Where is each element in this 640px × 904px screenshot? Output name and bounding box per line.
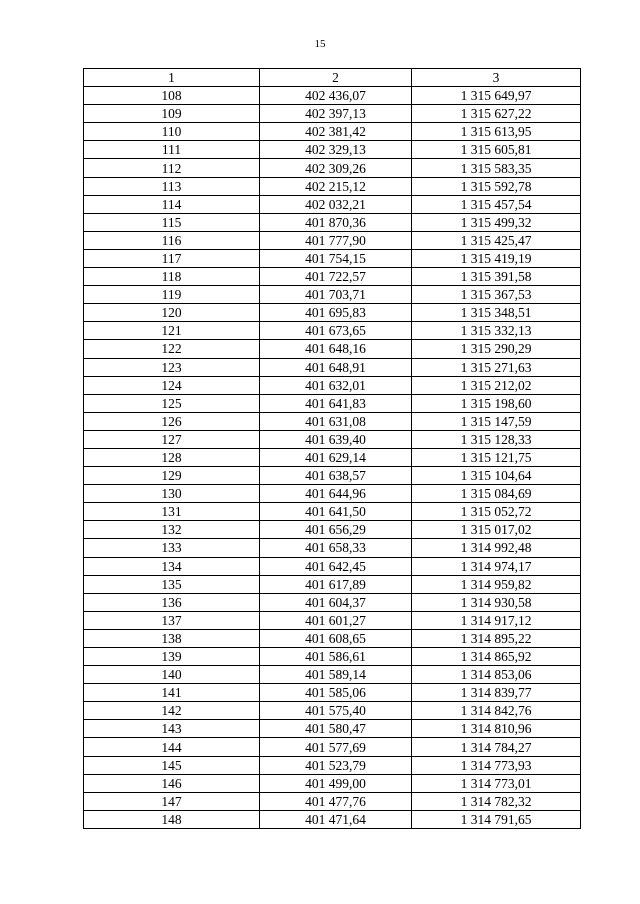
x-coordinate-cell: 401 589,14 — [260, 666, 412, 684]
coordinates-table — [83, 68, 581, 829]
x-coordinate-cell: 401 577,69 — [260, 738, 412, 756]
y-coordinate-cell: 1 315 198,60 — [412, 394, 581, 412]
y-coordinate-cell: 1 314 773,01 — [412, 774, 581, 792]
y-coordinate-cell: 1 315 367,53 — [412, 286, 581, 304]
x-coordinate-cell: 401 648,91 — [260, 358, 412, 376]
point-number-cell: 114 — [84, 195, 260, 213]
x-coordinate-cell: 401 656,29 — [260, 521, 412, 539]
y-coordinate-cell: 1 315 104,64 — [412, 467, 581, 485]
table-row — [84, 141, 581, 159]
x-coordinate-cell: 401 777,90 — [260, 231, 412, 249]
x-coordinate-cell: 401 642,45 — [260, 557, 412, 575]
y-coordinate-cell: 1 315 425,47 — [412, 231, 581, 249]
y-coordinate-cell: 1 315 391,58 — [412, 268, 581, 286]
table-row — [84, 394, 581, 412]
table-header-row — [84, 69, 581, 87]
point-number-cell: 131 — [84, 503, 260, 521]
y-coordinate-cell: 1 315 592,78 — [412, 177, 581, 195]
x-coordinate-cell: 401 585,06 — [260, 684, 412, 702]
x-coordinate-cell: 402 436,07 — [260, 87, 412, 105]
x-coordinate-cell: 401 648,16 — [260, 340, 412, 358]
y-coordinate-cell: 1 315 017,02 — [412, 521, 581, 539]
point-number-cell: 125 — [84, 394, 260, 412]
point-number-cell: 110 — [84, 123, 260, 141]
x-coordinate-cell: 401 632,01 — [260, 376, 412, 394]
y-coordinate-cell: 1 315 457,54 — [412, 195, 581, 213]
point-number-cell: 108 — [84, 87, 260, 105]
table-row — [84, 231, 581, 249]
x-coordinate-cell: 401 639,40 — [260, 430, 412, 448]
x-coordinate-cell: 401 703,71 — [260, 286, 412, 304]
x-coordinate-cell: 402 215,12 — [260, 177, 412, 195]
y-coordinate-cell: 1 315 121,75 — [412, 448, 581, 466]
table-row — [84, 159, 581, 177]
x-coordinate-cell: 402 381,42 — [260, 123, 412, 141]
table-row — [84, 684, 581, 702]
y-coordinate-cell: 1 315 128,33 — [412, 430, 581, 448]
point-number-cell: 130 — [84, 485, 260, 503]
table-row — [84, 557, 581, 575]
x-coordinate-cell: 402 329,13 — [260, 141, 412, 159]
point-number-cell: 146 — [84, 774, 260, 792]
x-coordinate-cell: 402 397,13 — [260, 105, 412, 123]
y-coordinate-cell: 1 315 084,69 — [412, 485, 581, 503]
point-number-cell: 132 — [84, 521, 260, 539]
point-number-cell: 116 — [84, 231, 260, 249]
point-number-cell: 138 — [84, 629, 260, 647]
table-row — [84, 249, 581, 267]
y-coordinate-cell: 1 314 782,32 — [412, 792, 581, 810]
point-number-cell: 133 — [84, 539, 260, 557]
y-coordinate-cell: 1 314 853,06 — [412, 666, 581, 684]
point-number-cell: 113 — [84, 177, 260, 195]
table-row — [84, 268, 581, 286]
x-coordinate-cell: 401 617,89 — [260, 575, 412, 593]
point-number-cell: 115 — [84, 213, 260, 231]
point-number-cell: 148 — [84, 810, 260, 828]
x-coordinate-cell: 402 032,21 — [260, 195, 412, 213]
y-coordinate-cell: 1 315 605,81 — [412, 141, 581, 159]
point-number-cell: 141 — [84, 684, 260, 702]
table-row — [84, 376, 581, 394]
y-coordinate-cell: 1 315 649,97 — [412, 87, 581, 105]
point-number-cell: 140 — [84, 666, 260, 684]
table-row — [84, 810, 581, 828]
x-coordinate-cell: 402 309,26 — [260, 159, 412, 177]
y-coordinate-cell: 1 315 212,02 — [412, 376, 581, 394]
x-coordinate-cell: 401 631,08 — [260, 412, 412, 430]
point-number-cell: 144 — [84, 738, 260, 756]
y-coordinate-cell: 1 315 052,72 — [412, 503, 581, 521]
point-number-cell: 119 — [84, 286, 260, 304]
point-number-cell: 129 — [84, 467, 260, 485]
table-row — [84, 738, 581, 756]
x-coordinate-cell: 401 673,65 — [260, 322, 412, 340]
y-coordinate-cell: 1 314 839,77 — [412, 684, 581, 702]
y-coordinate-cell: 1 315 290,29 — [412, 340, 581, 358]
x-coordinate-cell: 401 638,57 — [260, 467, 412, 485]
table-row — [84, 467, 581, 485]
x-coordinate-cell: 401 608,65 — [260, 629, 412, 647]
y-coordinate-cell: 1 314 784,27 — [412, 738, 581, 756]
table-row — [84, 774, 581, 792]
point-number-cell: 135 — [84, 575, 260, 593]
table-body — [84, 87, 581, 829]
point-number-cell: 128 — [84, 448, 260, 466]
table-row — [84, 430, 581, 448]
table-row — [84, 666, 581, 684]
table-row — [84, 340, 581, 358]
y-coordinate-cell: 1 315 499,32 — [412, 213, 581, 231]
x-coordinate-cell: 401 477,76 — [260, 792, 412, 810]
y-coordinate-cell: 1 314 992,48 — [412, 539, 581, 557]
point-number-cell: 145 — [84, 756, 260, 774]
point-number-cell: 142 — [84, 702, 260, 720]
table-row — [84, 304, 581, 322]
column-header-3: 3 — [412, 69, 581, 87]
x-coordinate-cell: 401 586,61 — [260, 648, 412, 666]
y-coordinate-cell: 1 314 895,22 — [412, 629, 581, 647]
x-coordinate-cell: 401 754,15 — [260, 249, 412, 267]
x-coordinate-cell: 401 601,27 — [260, 611, 412, 629]
y-coordinate-cell: 1 314 865,92 — [412, 648, 581, 666]
table-row — [84, 702, 581, 720]
point-number-cell: 124 — [84, 376, 260, 394]
x-coordinate-cell: 401 629,14 — [260, 448, 412, 466]
y-coordinate-cell: 1 314 773,93 — [412, 756, 581, 774]
table-row — [84, 177, 581, 195]
point-number-cell: 118 — [84, 268, 260, 286]
y-coordinate-cell: 1 314 842,76 — [412, 702, 581, 720]
y-coordinate-cell: 1 314 959,82 — [412, 575, 581, 593]
table-row — [84, 87, 581, 105]
y-coordinate-cell: 1 314 810,96 — [412, 720, 581, 738]
point-number-cell: 127 — [84, 430, 260, 448]
table-row — [84, 611, 581, 629]
point-number-cell: 122 — [84, 340, 260, 358]
point-number-cell: 137 — [84, 611, 260, 629]
point-number-cell: 134 — [84, 557, 260, 575]
table-row — [84, 322, 581, 340]
table-row — [84, 195, 581, 213]
table-row — [84, 358, 581, 376]
column-header-1: 1 — [84, 69, 260, 87]
page-number: 15 — [314, 38, 326, 50]
table-row — [84, 286, 581, 304]
y-coordinate-cell: 1 314 917,12 — [412, 611, 581, 629]
y-coordinate-cell: 1 314 974,17 — [412, 557, 581, 575]
x-coordinate-cell: 401 575,40 — [260, 702, 412, 720]
x-coordinate-cell: 401 641,83 — [260, 394, 412, 412]
column-header-2: 2 — [260, 69, 412, 87]
point-number-cell: 109 — [84, 105, 260, 123]
y-coordinate-cell: 1 314 791,65 — [412, 810, 581, 828]
table-row — [84, 448, 581, 466]
point-number-cell: 139 — [84, 648, 260, 666]
table-row — [84, 720, 581, 738]
y-coordinate-cell: 1 314 930,58 — [412, 593, 581, 611]
point-number-cell: 112 — [84, 159, 260, 177]
point-number-cell: 123 — [84, 358, 260, 376]
point-number-cell: 121 — [84, 322, 260, 340]
point-number-cell: 136 — [84, 593, 260, 611]
x-coordinate-cell: 401 499,00 — [260, 774, 412, 792]
point-number-cell: 117 — [84, 249, 260, 267]
x-coordinate-cell: 401 644,96 — [260, 485, 412, 503]
table-row — [84, 593, 581, 611]
table-row — [84, 123, 581, 141]
x-coordinate-cell: 401 641,50 — [260, 503, 412, 521]
table-row — [84, 503, 581, 521]
table-row — [84, 756, 581, 774]
y-coordinate-cell: 1 315 271,63 — [412, 358, 581, 376]
y-coordinate-cell: 1 315 419,19 — [412, 249, 581, 267]
table-row — [84, 539, 581, 557]
y-coordinate-cell: 1 315 583,35 — [412, 159, 581, 177]
table-row — [84, 412, 581, 430]
y-coordinate-cell: 1 315 348,51 — [412, 304, 581, 322]
x-coordinate-cell: 401 604,37 — [260, 593, 412, 611]
point-number-cell: 111 — [84, 141, 260, 159]
table-row — [84, 792, 581, 810]
x-coordinate-cell: 401 471,64 — [260, 810, 412, 828]
table-row — [84, 575, 581, 593]
y-coordinate-cell: 1 315 627,22 — [412, 105, 581, 123]
x-coordinate-cell: 401 658,33 — [260, 539, 412, 557]
table-row — [84, 648, 581, 666]
y-coordinate-cell: 1 315 613,95 — [412, 123, 581, 141]
y-coordinate-cell: 1 315 332,13 — [412, 322, 581, 340]
table-row — [84, 485, 581, 503]
table-row — [84, 521, 581, 539]
x-coordinate-cell: 401 722,57 — [260, 268, 412, 286]
table-row — [84, 105, 581, 123]
x-coordinate-cell: 401 695,83 — [260, 304, 412, 322]
table-row — [84, 629, 581, 647]
x-coordinate-cell: 401 523,79 — [260, 756, 412, 774]
point-number-cell: 147 — [84, 792, 260, 810]
y-coordinate-cell: 1 315 147,59 — [412, 412, 581, 430]
table-row — [84, 213, 581, 231]
x-coordinate-cell: 401 870,36 — [260, 213, 412, 231]
point-number-cell: 126 — [84, 412, 260, 430]
point-number-cell: 143 — [84, 720, 260, 738]
point-number-cell: 120 — [84, 304, 260, 322]
x-coordinate-cell: 401 580,47 — [260, 720, 412, 738]
